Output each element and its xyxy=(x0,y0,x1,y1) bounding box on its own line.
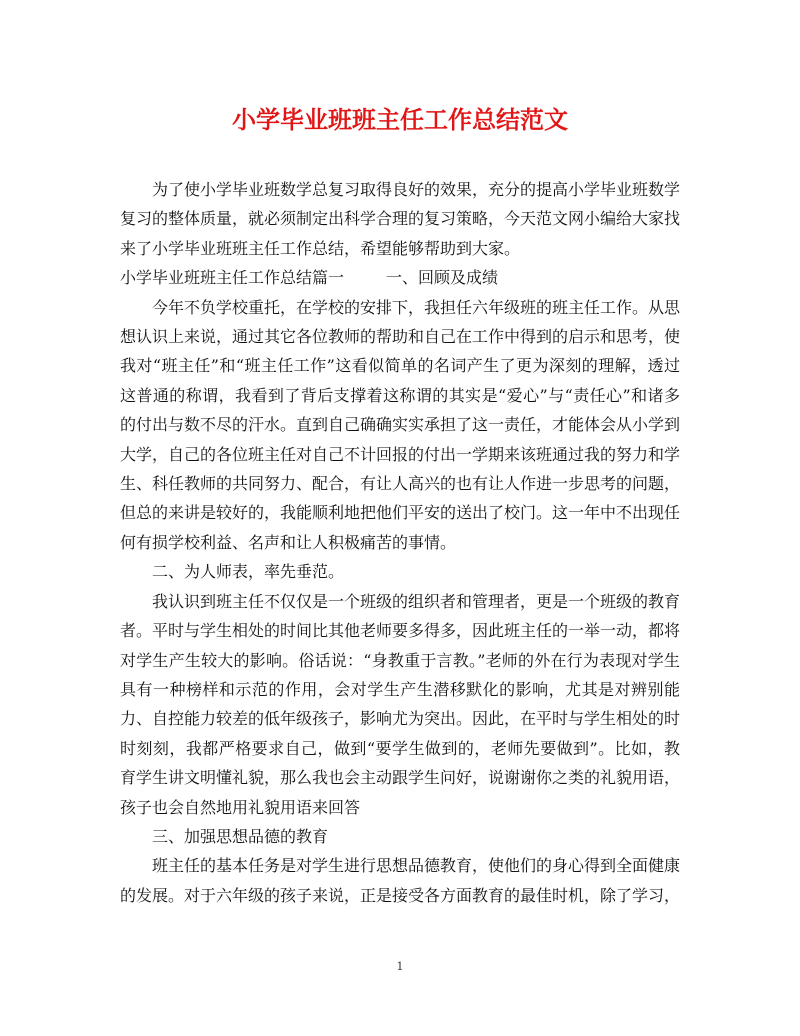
section-title: 小学毕业班班主任工作总结篇一 xyxy=(120,268,345,288)
heading-review-results: 一、回顾及成绩 xyxy=(386,268,499,288)
page-number: 1 xyxy=(396,960,404,973)
document-body xyxy=(120,175,680,910)
intro-paragraph: 为了使小学毕业班数学总复习取得良好的效果，充分的提高小学毕业班数学复习的整体质量，就必须制定出科学合理的复习策略，今天范文网小编给大家找来了小学毕业班班主任工作总结，希望能够帮助到大家。 xyxy=(120,180,681,258)
heading-moral-education: 三、加强思想品德的教育 xyxy=(152,826,329,846)
heading-gap xyxy=(344,263,386,292)
document-title: 小学毕业班班主任工作总结范文 xyxy=(232,105,568,134)
paragraph-moral-education: 班主任的基本任务是对学生进行思想品德教育，使他们的身心得到全面健康的发展。对于六年级的孩子来说，正是接受各方面教育的最佳时机，除了学习， xyxy=(120,856,681,905)
section-heading-line xyxy=(120,263,680,292)
paragraph-review-results: 今年不负学校重托，在学校的安排下，我担任六年级班的班主任工作。从思想认识上来说，通过其它各位教师的帮助和自己在工作中得到的启示和思考，使我对“班主任”和“班主任工作”这看似简单的名词产生了更为深刻的理解，透过这普通的称谓，我看到了背后支撑着这称谓的其实是“爱心”与“责任心”和诸多的付出与数不尽的汗水。直到自己确确实实承担了这一责任，才能体会从小学到大学，自己的各位班主任对自己不计回报的付出一学期来该班通过我的努力和学生、科任教师的共同努力、配合，有让人高兴的也有让人作进一步思考的问题，但总的来讲是较好的，我能顺利地把他们平安的送出了校门。这一年中不出现任何有损学校利益、名声和让人积极痛苦的事情。 xyxy=(120,297,681,552)
heading-role-model: 二、为人师表，率先垂范。 xyxy=(152,562,345,582)
paragraph-role-model: 我认识到班主任不仅仅是一个班级的组织者和管理者，更是一个班级的教育者。平时与学生相处的时间比其他老师要多得多，因此班主任的一举一动，都将对学生产生较大的影响。俗话说：“身教重于言教。”老师的外在行为表现对学生具有一种榜样和示范的作用，会对学生产生潜移默化的影响，尤其是对辨别能力、自控能力较差的低年级孩子，影响尤为突出。因此，在平时与学生相处的时时刻刻，我都严格要求自己，做到“要学生做到的，老师先要做到”。比如，教育学生讲文明懂礼貌，那么我也会主动跟学生问好，说谢谢你之类的礼貌用语，孩子也会自然地用礼貌用语来回答 xyxy=(120,591,681,817)
